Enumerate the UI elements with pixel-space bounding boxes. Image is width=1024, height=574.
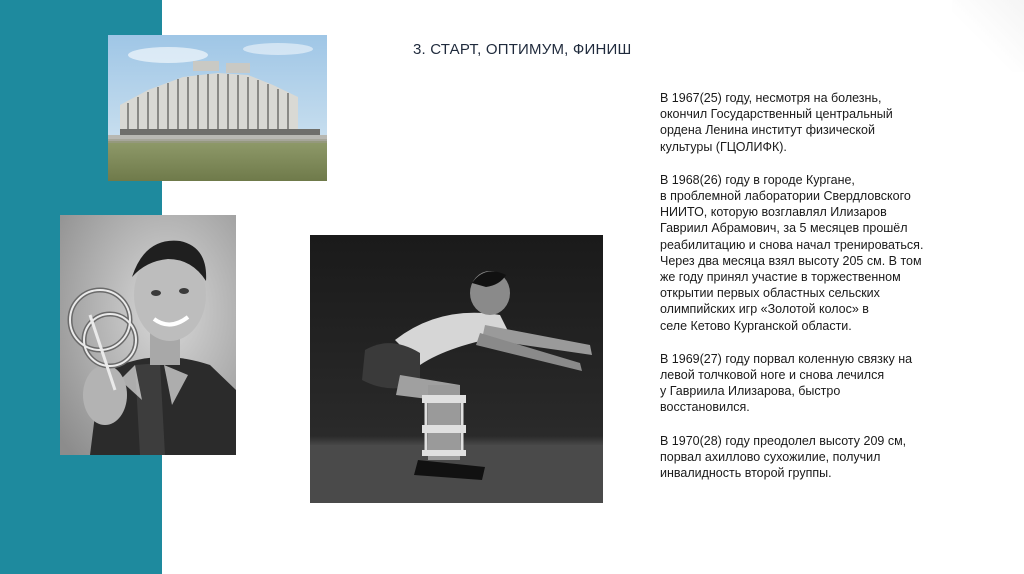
text-line: В 1969(27) году порвал коленную связку на <box>660 351 913 366</box>
paragraph-1968 <box>660 172 990 334</box>
text-line: ордена Ленина институт физической <box>660 123 875 138</box>
paragraph-1967 <box>660 90 990 155</box>
paragraph-1970 <box>660 433 990 482</box>
text-line: открытии первых областных сельских <box>660 286 880 301</box>
portrait-photo <box>60 215 236 455</box>
text-line: НИИТО, которую возглавлял Илизаров <box>660 205 887 220</box>
slide-title: 3. СТАРТ, ОПТИМУМ, ФИНИШ <box>413 41 632 58</box>
text-line: Гавриил Абрамович, за 5 месяцев прошёл <box>660 221 908 236</box>
text-line: левой толчковой ноге и снова лечился <box>660 368 885 383</box>
text-line: окончил Государственный центральный <box>660 107 893 122</box>
jump-photo <box>310 235 603 503</box>
text-line: у Гавриила Илизарова, быстро <box>660 384 841 399</box>
building-photo <box>108 35 327 181</box>
text-line: восстановился. <box>660 400 750 415</box>
text-line: В 1968(26) году в городе Кургане, <box>660 172 855 187</box>
text-line: порвал ахиллово сухожилие, получил <box>660 449 881 464</box>
text-line: селе Кетово Курганской области. <box>660 318 852 333</box>
text-line: Через два месяца взял высоту 205 см. В том <box>660 253 922 268</box>
text-line: инвалидность второй группы. <box>660 466 832 481</box>
corner-decoration <box>952 0 1024 72</box>
text-line: же году принял участие в торжественном <box>660 270 901 285</box>
text-line: В 1967(25) году, несмотря на болезнь, <box>660 91 882 105</box>
text-line: культуры (ГЦОЛИФК). <box>660 139 787 154</box>
text-line: в проблемной лаборатории Свердловского <box>660 189 911 204</box>
paragraph-1969 <box>660 351 990 416</box>
text-line: реабилитацию и снова начал тренироваться. <box>660 237 924 252</box>
slide-body-text <box>660 90 990 498</box>
text-line: олимпийских игр «Золотой колос» в <box>660 302 869 317</box>
text-line: В 1970(28) году преодолел высоту 209 см, <box>660 433 907 448</box>
